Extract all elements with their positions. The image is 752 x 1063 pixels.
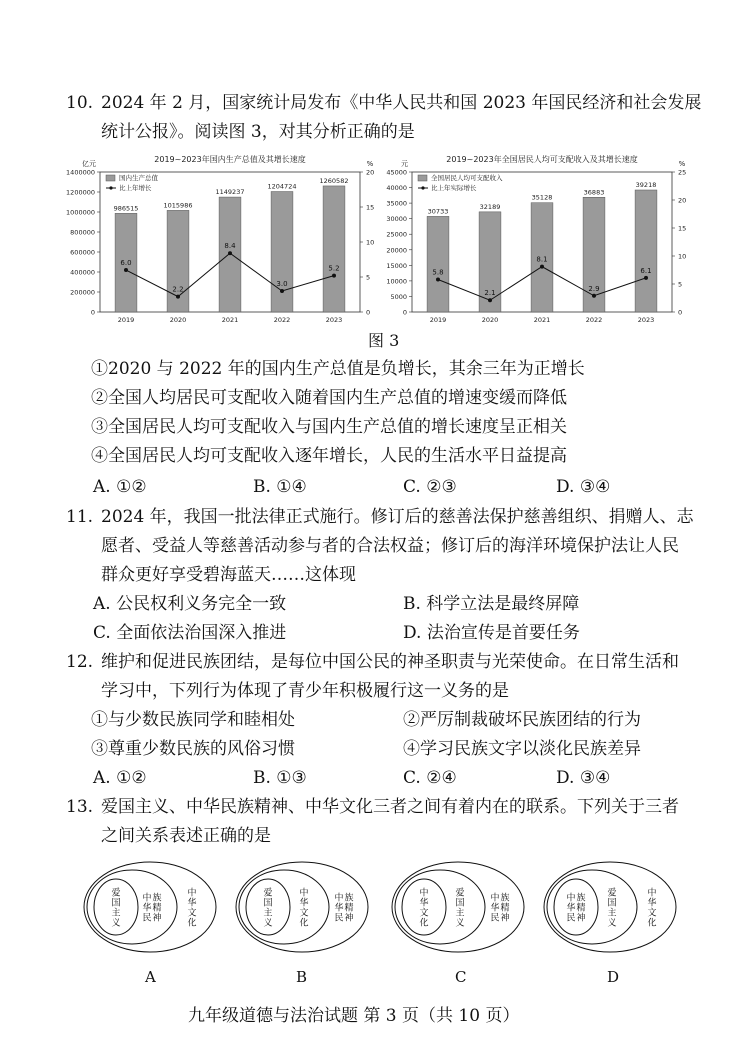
middle-ellipse — [239, 870, 329, 944]
chart-title: 2019~2023年国内生产总值及其增长速度 — [154, 155, 306, 164]
outer-label: 族 — [500, 893, 510, 904]
middle-label: 中 — [299, 888, 309, 899]
legend-bar-swatch — [106, 175, 115, 181]
q12-option-c[interactable]: C. ②④ — [403, 768, 457, 788]
q12-stem-line1: 维护和促进民族团结，是每位中国公民的神圣职责与光荣使命。在日常生活和 — [101, 652, 679, 672]
growth-value-label: 6.1 — [640, 266, 652, 275]
y2-axis-unit: % — [366, 160, 374, 168]
x-tick-label: 2021 — [533, 316, 551, 324]
middle-label: 化 — [299, 918, 309, 929]
inner-label: 文 — [419, 908, 429, 919]
growth-value-label: 2.2 — [172, 285, 184, 294]
y-tick-label: 1400000 — [66, 168, 95, 177]
y-tick-label: 400000 — [70, 268, 95, 277]
legend-line-label: 比上年增长 — [119, 184, 152, 192]
legend-bar-label: 国内生产总值 — [119, 174, 158, 182]
q13-stem-line2: 之间关系表述正确的是 — [101, 826, 271, 846]
outer-label: 中 — [187, 888, 197, 899]
inner-label: 精 — [576, 903, 586, 914]
bar-2019 — [427, 216, 449, 312]
outer-label: 化 — [647, 918, 657, 929]
q11-stem-line1: 2024 年，我国一批法律正式施行。修订后的慈善法保护慈善组织、捐赠人、志 — [101, 507, 694, 527]
q10-stem-line2: 统计公报》。阅读图 3，对其分析正确的是 — [101, 122, 415, 142]
q12-option-a[interactable]: A. ①② — [93, 768, 147, 788]
page-footer: 九年级道德与法治试题 第 3 页（共 10 页） — [188, 1006, 520, 1026]
legend-bar-label: 全国居民人均可支配收入 — [431, 174, 503, 182]
q11-option-c[interactable]: C. 全面依法治国深入推进 — [93, 623, 287, 643]
middle-label: 义 — [455, 918, 465, 929]
y-tick-label: 10000 — [386, 277, 407, 286]
y-tick-label: 5000 — [390, 292, 407, 301]
middle-label: 华 — [142, 903, 152, 914]
x-tick-label: 2020 — [481, 316, 499, 324]
middle-label: 华 — [299, 898, 309, 909]
q11-stem-line3: 群众更好享受碧海蓝天……这体现 — [101, 565, 356, 585]
growth-point — [436, 278, 440, 282]
legend-bar-swatch — [418, 175, 427, 181]
diagram-c-letter[interactable]: C — [455, 968, 467, 986]
outer-label: 神 — [500, 913, 510, 924]
middle-label: 族 — [152, 893, 162, 904]
q13-stem-line1: 爱国主义、中华民族精神、中华文化三者之间有着内在的联系。下列关于三者 — [101, 797, 679, 817]
legend-line-marker — [421, 186, 424, 189]
middle-label: 义 — [607, 918, 617, 929]
growth-value-label: 2.9 — [588, 284, 600, 293]
y-tick-label: 30000 — [386, 215, 407, 224]
legend-line-label: 比上年实际增长 — [431, 184, 477, 192]
inner-label: 化 — [419, 918, 429, 929]
x-tick-label: 2023 — [637, 316, 655, 324]
growth-value-label: 3.0 — [276, 280, 288, 288]
outer-label: 华 — [647, 898, 657, 909]
bar-value-label: 1260582 — [319, 176, 349, 185]
q11-number: 11. — [66, 507, 94, 527]
outer-label: 神 — [344, 913, 354, 924]
outer-label: 中 — [334, 893, 344, 904]
diagram-c[interactable] — [392, 862, 524, 952]
middle-ellipse — [395, 870, 485, 944]
x-tick-label: 2023 — [325, 316, 343, 324]
q13-number: 13. — [66, 797, 94, 817]
bar-value-label: 39218 — [635, 180, 657, 189]
inner-label: 义 — [263, 918, 273, 929]
q10-option-b[interactable]: B. ①④ — [253, 477, 307, 497]
growth-point — [228, 251, 232, 255]
y-tick-label: 35000 — [386, 199, 407, 208]
bar-2022 — [271, 192, 293, 312]
y-tick-label: 25000 — [386, 230, 407, 239]
inner-label: 义 — [111, 918, 121, 929]
y-tick-label: 40000 — [386, 184, 407, 193]
q10-statement-4: ④全国居民人均可支配收入逐年增长，人民的生活水平日益提高 — [91, 446, 567, 466]
outer-label: 中 — [647, 888, 657, 899]
y2-axis-unit: % — [678, 160, 686, 168]
y2-tick-label: 20 — [366, 168, 375, 177]
middle-label: 主 — [455, 908, 465, 919]
growth-point — [488, 298, 492, 302]
q11-option-d[interactable]: D. 法治宣传是首要任务 — [403, 623, 580, 643]
x-tick-label: 2021 — [221, 316, 239, 324]
outer-label: 文 — [647, 908, 657, 919]
q12-option-d[interactable]: D. ③④ — [556, 768, 611, 788]
y2-tick-label: 10 — [678, 252, 687, 261]
inner-label: 爱 — [263, 888, 273, 899]
inner-label: 族 — [576, 893, 586, 904]
inner-label: 华 — [419, 898, 429, 909]
y-tick-label: 0 — [90, 308, 95, 317]
q12-stem-line2: 学习中，下列行为体现了青少年积极履行这一义务的是 — [101, 681, 509, 701]
q12-statement-4: ④学习民族文字以淡化民族差异 — [403, 739, 641, 759]
q11-option-b[interactable]: B. 科学立法是最终屏障 — [403, 594, 580, 614]
middle-label: 主 — [607, 908, 617, 919]
bar-value-label: 1204724 — [267, 182, 297, 191]
outer-label: 精 — [344, 903, 354, 914]
outer-label: 中 — [490, 893, 500, 904]
x-tick-label: 2022 — [273, 316, 291, 324]
x-tick-label: 2020 — [169, 316, 187, 324]
q12-option-b[interactable]: B. ①③ — [253, 768, 307, 788]
outer-label: 精 — [500, 903, 510, 914]
middle-label: 精 — [152, 903, 162, 914]
bar-2023 — [323, 186, 345, 312]
middle-label: 文 — [299, 908, 309, 919]
y2-tick-label: 5 — [678, 280, 683, 289]
y-tick-label: 800000 — [70, 228, 95, 237]
q10-stem-line1: 2024 年 2 月，国家统计局发布《中华人民共和国 2023 年国民经济和社会发展 — [101, 93, 702, 113]
growth-value-label: 2.1 — [484, 289, 496, 298]
middle-label: 爱 — [607, 888, 617, 899]
growth-point — [280, 289, 284, 293]
growth-value-label: 6.0 — [120, 259, 132, 267]
q12-statement-1: ①与少数民族同学和睦相处 — [91, 710, 295, 730]
growth-point — [540, 265, 544, 269]
middle-ellipse — [547, 870, 637, 944]
figure-caption: 图 3 — [368, 331, 400, 350]
growth-point — [592, 294, 596, 298]
y-tick-label: 20000 — [386, 246, 407, 255]
q10-option-c[interactable]: C. ②③ — [403, 477, 457, 497]
y2-tick-label: 5 — [366, 273, 371, 282]
inner-label: 主 — [111, 908, 121, 919]
income-chart — [372, 150, 702, 330]
x-tick-label: 2022 — [585, 316, 603, 324]
inner-label: 神 — [576, 913, 586, 924]
growth-value-label: 5.2 — [328, 264, 340, 273]
outer-label: 化 — [187, 918, 197, 929]
growth-value-label: 8.1 — [536, 255, 548, 264]
middle-label: 爱 — [455, 888, 465, 899]
bar-value-label: 36883 — [583, 188, 605, 197]
middle-label: 中 — [142, 893, 152, 904]
venn-diagrams — [70, 855, 710, 955]
y2-tick-label: 10 — [366, 238, 375, 247]
outer-label: 华 — [334, 903, 344, 914]
inner-label: 民 — [566, 913, 576, 924]
bar-value-label: 35128 — [531, 193, 553, 202]
growth-value-label: 8.4 — [224, 242, 236, 251]
diagram-b-letter[interactable]: B — [296, 968, 308, 986]
y-tick-label: 600000 — [70, 248, 95, 257]
growth-value-label: 5.8 — [432, 268, 444, 277]
diagram-a[interactable] — [84, 862, 216, 952]
bar-value-label: 1015986 — [163, 201, 193, 210]
outer-label: 族 — [344, 893, 354, 904]
q12-statement-3: ③尊重少数民族的风俗习惯 — [91, 739, 295, 759]
bar-value-label: 32189 — [479, 202, 501, 211]
x-tick-label: 2019 — [429, 316, 447, 324]
bar-value-label: 30733 — [427, 207, 449, 216]
y-tick-label: 45000 — [386, 168, 407, 177]
y2-tick-label: 0 — [366, 308, 371, 317]
x-tick-label: 2019 — [117, 316, 135, 324]
y2-tick-label: 20 — [678, 196, 687, 205]
q10-option-a[interactable]: A. ①② — [93, 477, 147, 497]
outer-label: 民 — [490, 913, 500, 924]
q10-statement-3: ③全国居民人均可支配收入与国内生产总值的增长速度呈正相关 — [91, 417, 567, 437]
growth-point — [176, 295, 180, 299]
q11-stem-line2: 愿者、受益人等慈善活动参与者的合法权益；修订后的海洋环境保护法让人民 — [101, 536, 679, 556]
diagram-d-letter[interactable]: D — [607, 968, 620, 986]
growth-point — [124, 268, 128, 272]
chart-title: 2019~2023年全国居民人均可支配收入及其增长速度 — [446, 155, 638, 164]
y2-tick-label: 15 — [366, 203, 375, 212]
inner-label: 华 — [566, 903, 576, 914]
inner-label: 国 — [263, 898, 273, 909]
growth-point — [332, 274, 336, 278]
inner-label: 中 — [566, 893, 576, 904]
outer-label: 民 — [334, 913, 344, 924]
middle-label: 国 — [607, 898, 617, 909]
q12-number: 12. — [66, 652, 94, 672]
diagram-a-letter[interactable]: A — [145, 968, 156, 986]
q10-option-d[interactable]: D. ③④ — [556, 477, 611, 497]
growth-point — [644, 276, 648, 280]
q10-number: 10. — [66, 93, 94, 113]
middle-label: 神 — [152, 913, 162, 924]
y-tick-label: 15000 — [386, 261, 407, 270]
y-tick-label: 200000 — [70, 288, 95, 297]
q11-option-a[interactable]: A. 公民权利义务完全一致 — [93, 594, 287, 614]
y-tick-label: 0 — [402, 308, 407, 317]
bar-2023 — [635, 190, 657, 312]
y-axis-unit: 元 — [401, 160, 408, 168]
outer-label: 文 — [187, 908, 197, 919]
gdp-chart — [60, 150, 390, 330]
diagram-d[interactable] — [544, 862, 676, 952]
outer-label: 华 — [490, 903, 500, 914]
q10-statement-1: ①2020 与 2022 年的国内生产总值是负增长，其余三年为正增长 — [91, 359, 585, 379]
y-tick-label: 1200000 — [66, 188, 95, 197]
middle-label: 民 — [142, 913, 152, 924]
q10-statement-2: ②全国人均居民可支配收入随着国内生产总值的增速变缓而降低 — [91, 388, 567, 408]
q12-statement-2: ②严厉制裁破坏民族团结的行为 — [403, 710, 641, 730]
bar-value-label: 1149237 — [215, 188, 245, 197]
y-tick-label: 1000000 — [66, 208, 95, 217]
inner-label: 中 — [419, 888, 429, 899]
middle-label: 国 — [455, 898, 465, 909]
diagram-b[interactable] — [236, 862, 368, 952]
inner-label: 主 — [263, 908, 273, 919]
inner-label: 国 — [111, 898, 121, 909]
y-axis-unit: 亿元 — [82, 160, 96, 168]
y2-tick-label: 0 — [678, 308, 683, 317]
inner-label: 爱 — [111, 888, 121, 899]
y2-tick-label: 25 — [678, 168, 687, 177]
y2-tick-label: 15 — [678, 224, 687, 233]
bar-value-label: 986515 — [113, 204, 139, 213]
middle-ellipse — [87, 870, 177, 944]
legend-line-marker — [109, 186, 112, 189]
outer-label: 华 — [187, 898, 197, 909]
